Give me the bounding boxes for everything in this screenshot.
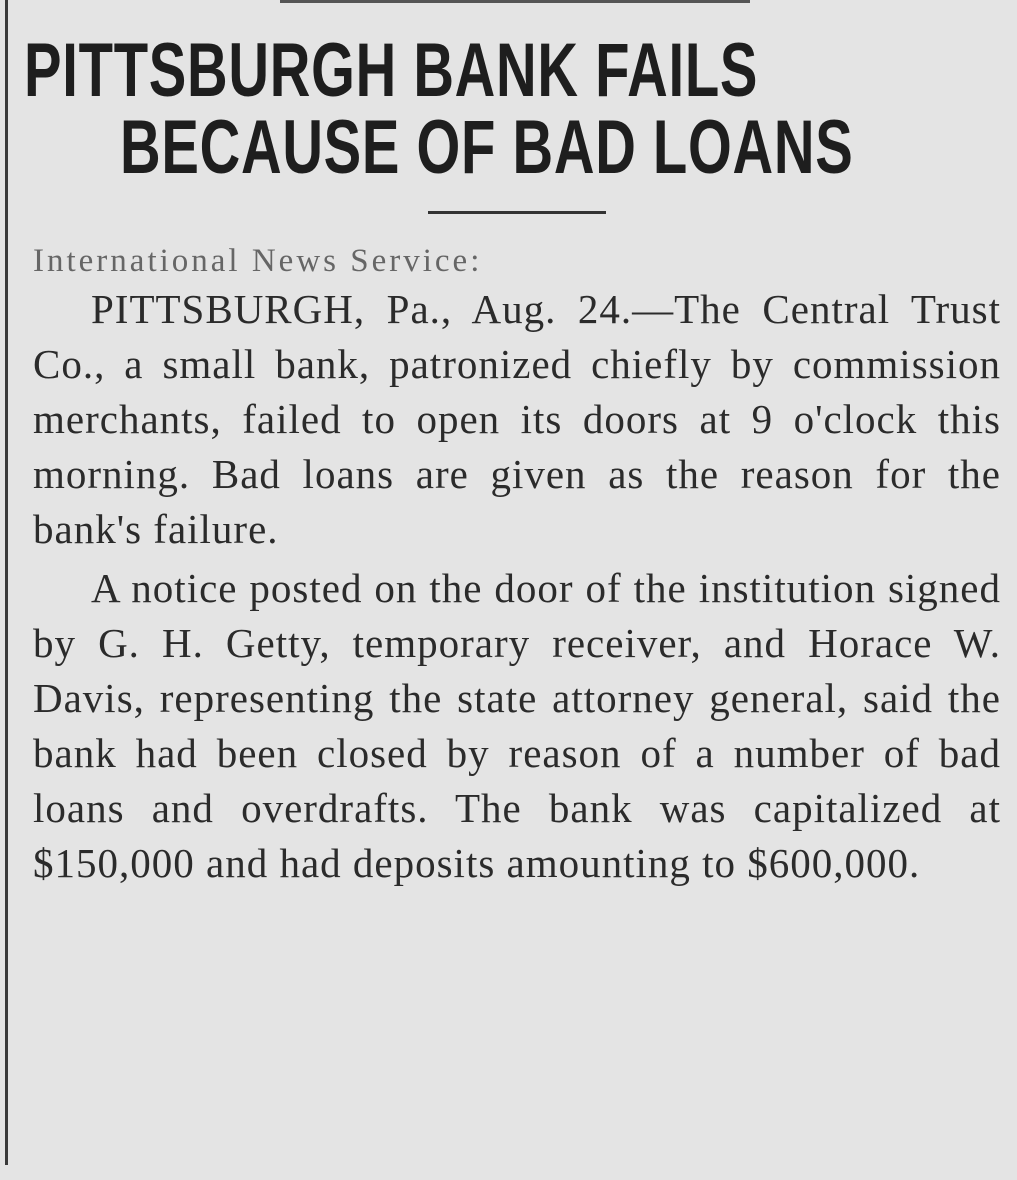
column-rule — [5, 0, 8, 1165]
top-border-rule — [280, 0, 750, 3]
news-service-credit: International News Service: — [33, 243, 483, 279]
article-paragraph-1: PITTSBURGH, Pa., Aug. 24.—The Central Trust Co., a small bank, patronized chiefly by commission merchants, failed to open its doors at 9 o'clock this morning. Bad loans are given as the reason for the bank's failure. — [33, 286, 1001, 552]
article-body — [33, 240, 1001, 891]
headline-divider — [428, 211, 606, 214]
article-paragraph-2: A notice posted on the door of the institution signed by G. H. Getty, temporary receiver, and Horace W. Davis, representing the state attorney general, said the bank had been closed by reason of a number of bad loans and overdrafts. The bank was capitalized at $150,000 and had deposits amounting to $600,000. — [33, 565, 1001, 886]
headline-line-2: BECAUSE OF BAD LOANS — [120, 105, 854, 190]
headline-line-1: PITTSBURGH BANK FAILS — [24, 28, 759, 113]
